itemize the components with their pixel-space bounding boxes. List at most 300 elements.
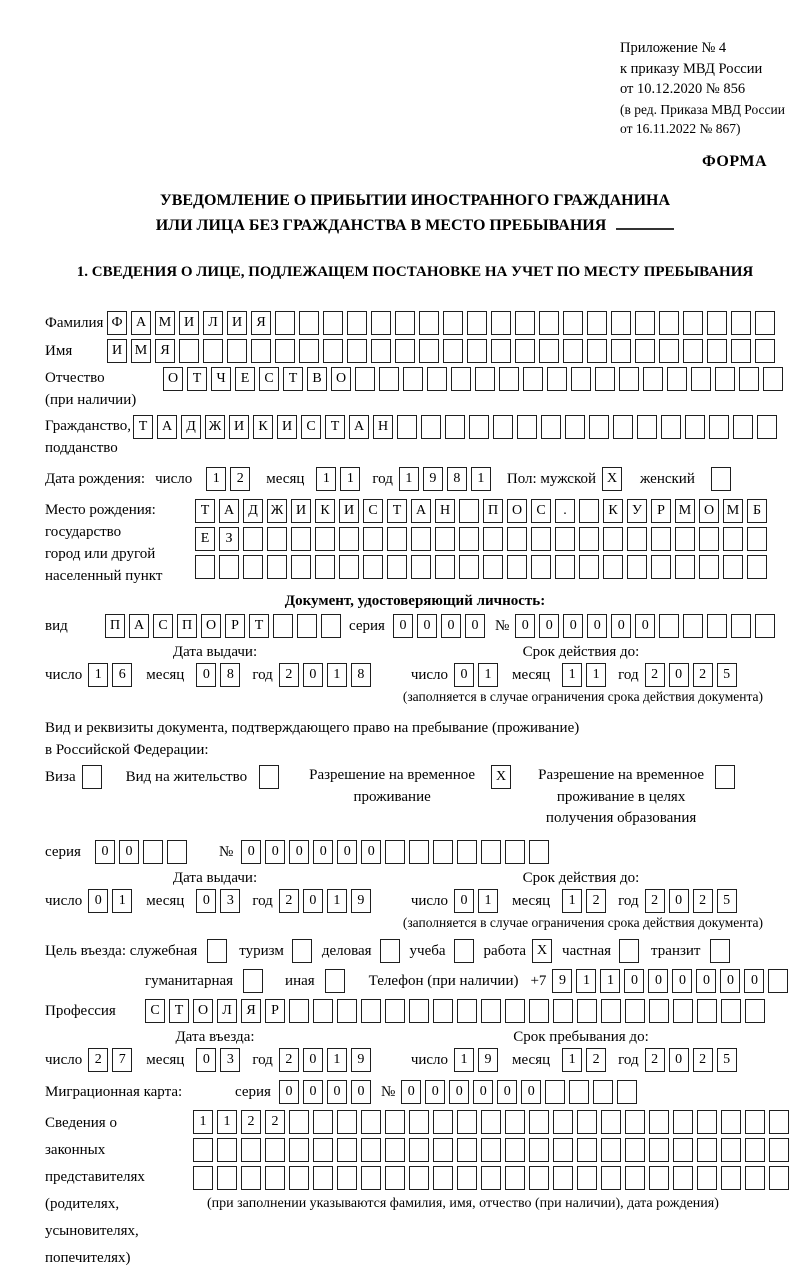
char-box[interactable]: [193, 1166, 213, 1190]
char-box[interactable]: 9: [423, 467, 443, 491]
char-box[interactable]: 2: [88, 1048, 108, 1072]
char-box[interactable]: 0: [563, 614, 583, 638]
char-box[interactable]: [577, 1166, 597, 1190]
char-box[interactable]: [529, 840, 549, 864]
char-box[interactable]: 0: [611, 614, 631, 638]
char-box[interactable]: [291, 555, 311, 579]
char-box[interactable]: [555, 555, 575, 579]
char-box[interactable]: А: [157, 415, 177, 439]
char-box[interactable]: [635, 311, 655, 335]
char-box[interactable]: [745, 1110, 765, 1134]
char-box[interactable]: X: [532, 939, 552, 963]
char-box[interactable]: [699, 527, 719, 551]
char-box[interactable]: [457, 1110, 477, 1134]
identity-issue-year[interactable]: [279, 663, 375, 687]
char-box[interactable]: [723, 527, 743, 551]
visa-checkbox[interactable]: [82, 765, 106, 789]
char-box[interactable]: [179, 339, 199, 363]
char-box[interactable]: Т: [133, 415, 153, 439]
char-box[interactable]: Д: [181, 415, 201, 439]
char-box[interactable]: Е: [235, 367, 255, 391]
char-box[interactable]: У: [627, 499, 647, 523]
char-box[interactable]: Ж: [205, 415, 225, 439]
char-box[interactable]: [337, 1110, 357, 1134]
doc-number-cells[interactable]: [515, 614, 779, 638]
doc-type-cells[interactable]: [105, 614, 345, 638]
char-box[interactable]: [385, 1166, 405, 1190]
char-box[interactable]: 1: [562, 889, 582, 913]
char-box[interactable]: [315, 555, 335, 579]
char-box[interactable]: К: [253, 415, 273, 439]
char-box[interactable]: 1: [600, 969, 620, 993]
char-box[interactable]: [745, 999, 765, 1023]
char-box[interactable]: [617, 1080, 637, 1104]
char-box[interactable]: 0: [303, 663, 323, 687]
char-box[interactable]: [409, 1166, 429, 1190]
char-box[interactable]: [553, 999, 573, 1023]
char-box[interactable]: 2: [279, 1048, 299, 1072]
migration-number-cells[interactable]: [401, 1080, 641, 1104]
birthplace-cells-row1[interactable]: [195, 499, 771, 523]
char-box[interactable]: 0: [241, 840, 261, 864]
char-box[interactable]: [457, 1138, 477, 1162]
char-box[interactable]: 8: [220, 663, 240, 687]
char-box[interactable]: [769, 1166, 789, 1190]
char-box[interactable]: 0: [327, 1080, 347, 1104]
char-box[interactable]: [251, 339, 271, 363]
char-box[interactable]: Т: [187, 367, 207, 391]
char-box[interactable]: П: [105, 614, 125, 638]
char-box[interactable]: [675, 555, 695, 579]
char-box[interactable]: [459, 499, 479, 523]
char-box[interactable]: Я: [241, 999, 261, 1023]
char-box[interactable]: [579, 499, 599, 523]
char-box[interactable]: [711, 467, 731, 491]
char-box[interactable]: [595, 367, 615, 391]
char-box[interactable]: А: [411, 499, 431, 523]
entry-year[interactable]: [279, 1048, 375, 1072]
char-box[interactable]: 1: [327, 889, 347, 913]
char-box[interactable]: [697, 1110, 717, 1134]
char-box[interactable]: Л: [217, 999, 237, 1023]
char-box[interactable]: Р: [651, 499, 671, 523]
char-box[interactable]: 1: [340, 467, 360, 491]
char-box[interactable]: [143, 840, 163, 864]
char-box[interactable]: [259, 765, 279, 789]
char-box[interactable]: [755, 614, 775, 638]
char-box[interactable]: 1: [478, 889, 498, 913]
char-box[interactable]: [337, 999, 357, 1023]
char-box[interactable]: [649, 999, 669, 1023]
char-box[interactable]: [289, 999, 309, 1023]
char-box[interactable]: 2: [279, 663, 299, 687]
char-box[interactable]: 2: [586, 1048, 606, 1072]
char-box[interactable]: [275, 339, 295, 363]
char-box[interactable]: [637, 415, 657, 439]
entry-day[interactable]: [88, 1048, 136, 1072]
char-box[interactable]: [707, 614, 727, 638]
char-box[interactable]: 9: [351, 1048, 371, 1072]
char-box[interactable]: [601, 1110, 621, 1134]
char-box[interactable]: [469, 415, 489, 439]
char-box[interactable]: М: [131, 339, 151, 363]
char-box[interactable]: [361, 1138, 381, 1162]
char-box[interactable]: [611, 311, 631, 335]
char-box[interactable]: [768, 969, 788, 993]
char-box[interactable]: 2: [279, 889, 299, 913]
char-box[interactable]: [627, 555, 647, 579]
identity-issue-month[interactable]: [196, 663, 244, 687]
char-box[interactable]: [547, 367, 567, 391]
char-box[interactable]: [659, 339, 679, 363]
char-box[interactable]: Ч: [211, 367, 231, 391]
char-box[interactable]: 1: [478, 663, 498, 687]
char-box[interactable]: А: [129, 614, 149, 638]
char-box[interactable]: [427, 367, 447, 391]
char-box[interactable]: [217, 1138, 237, 1162]
char-box[interactable]: [505, 999, 525, 1023]
char-box[interactable]: [577, 1138, 597, 1162]
char-box[interactable]: 0: [196, 663, 216, 687]
char-box[interactable]: [395, 339, 415, 363]
char-box[interactable]: [635, 339, 655, 363]
char-box[interactable]: [673, 1166, 693, 1190]
char-box[interactable]: [755, 339, 775, 363]
char-box[interactable]: [721, 1138, 741, 1162]
char-box[interactable]: О: [193, 999, 213, 1023]
char-box[interactable]: [611, 339, 631, 363]
char-box[interactable]: 0: [635, 614, 655, 638]
char-box[interactable]: [627, 527, 647, 551]
char-box[interactable]: 0: [313, 840, 333, 864]
study-checkbox[interactable]: [454, 939, 478, 963]
char-box[interactable]: 0: [361, 840, 381, 864]
char-box[interactable]: 1: [327, 1048, 347, 1072]
char-box[interactable]: [563, 339, 583, 363]
char-box[interactable]: [643, 367, 663, 391]
char-box[interactable]: [387, 555, 407, 579]
char-box[interactable]: С: [363, 499, 383, 523]
char-box[interactable]: [299, 339, 319, 363]
char-box[interactable]: [339, 527, 359, 551]
char-box[interactable]: М: [155, 311, 175, 335]
entry-month[interactable]: [196, 1048, 244, 1072]
char-box[interactable]: 7: [112, 1048, 132, 1072]
char-box[interactable]: 1: [193, 1110, 213, 1134]
char-box[interactable]: [553, 1110, 573, 1134]
purpose-official-checkbox[interactable]: [207, 939, 231, 963]
char-box[interactable]: [747, 527, 767, 551]
char-box[interactable]: [397, 415, 417, 439]
char-box[interactable]: И: [107, 339, 127, 363]
char-box[interactable]: 0: [669, 663, 689, 687]
char-box[interactable]: [601, 999, 621, 1023]
char-box[interactable]: [267, 555, 287, 579]
char-box[interactable]: 1: [327, 663, 347, 687]
phone-cells[interactable]: [552, 969, 792, 993]
char-box[interactable]: И: [227, 311, 247, 335]
char-box[interactable]: [619, 939, 639, 963]
char-box[interactable]: 2: [241, 1110, 261, 1134]
char-box[interactable]: 1: [562, 1048, 582, 1072]
char-box[interactable]: Ф: [107, 311, 127, 335]
char-box[interactable]: [683, 614, 703, 638]
char-box[interactable]: [267, 527, 287, 551]
surname-cells[interactable]: [107, 311, 779, 335]
char-box[interactable]: [409, 1138, 429, 1162]
char-box[interactable]: [217, 1166, 237, 1190]
char-box[interactable]: 1: [217, 1110, 237, 1134]
char-box[interactable]: [579, 555, 599, 579]
char-box[interactable]: 0: [279, 1080, 299, 1104]
char-box[interactable]: [325, 969, 345, 993]
char-box[interactable]: [363, 527, 383, 551]
char-box[interactable]: [569, 1080, 589, 1104]
char-box[interactable]: Р: [225, 614, 245, 638]
char-box[interactable]: [673, 1138, 693, 1162]
char-box[interactable]: 0: [672, 969, 692, 993]
char-box[interactable]: [721, 999, 741, 1023]
char-box[interactable]: [323, 311, 343, 335]
char-box[interactable]: 6: [112, 663, 132, 687]
char-box[interactable]: [731, 311, 751, 335]
other-checkbox[interactable]: [325, 969, 349, 993]
char-box[interactable]: [433, 999, 453, 1023]
char-box[interactable]: [409, 1110, 429, 1134]
char-box[interactable]: [313, 1110, 333, 1134]
char-box[interactable]: [243, 555, 263, 579]
char-box[interactable]: [529, 1166, 549, 1190]
char-box[interactable]: [673, 999, 693, 1023]
char-box[interactable]: П: [177, 614, 197, 638]
char-box[interactable]: [227, 339, 247, 363]
char-box[interactable]: [493, 415, 513, 439]
char-box[interactable]: [553, 1138, 573, 1162]
char-box[interactable]: [347, 311, 367, 335]
char-box[interactable]: А: [349, 415, 369, 439]
identity-valid-year[interactable]: [645, 663, 741, 687]
char-box[interactable]: [721, 1166, 741, 1190]
char-box[interactable]: [745, 1166, 765, 1190]
char-box[interactable]: 0: [720, 969, 740, 993]
char-box[interactable]: [505, 1110, 525, 1134]
char-box[interactable]: [297, 614, 317, 638]
char-box[interactable]: 0: [303, 1080, 323, 1104]
char-box[interactable]: [505, 840, 525, 864]
char-box[interactable]: Я: [251, 311, 271, 335]
char-box[interactable]: [697, 999, 717, 1023]
char-box[interactable]: [409, 840, 429, 864]
char-box[interactable]: [289, 1110, 309, 1134]
char-box[interactable]: 2: [693, 889, 713, 913]
char-box[interactable]: Д: [243, 499, 263, 523]
char-box[interactable]: 0: [669, 1048, 689, 1072]
char-box[interactable]: Е: [195, 527, 215, 551]
char-box[interactable]: [459, 555, 479, 579]
char-box[interactable]: [443, 311, 463, 335]
char-box[interactable]: [555, 527, 575, 551]
char-box[interactable]: [507, 555, 527, 579]
char-box[interactable]: 0: [196, 889, 216, 913]
char-box[interactable]: 0: [744, 969, 764, 993]
char-box[interactable]: [539, 339, 559, 363]
char-box[interactable]: [292, 939, 312, 963]
char-box[interactable]: [371, 311, 391, 335]
char-box[interactable]: [451, 367, 471, 391]
char-box[interactable]: [313, 1166, 333, 1190]
char-box[interactable]: [371, 339, 391, 363]
char-box[interactable]: [715, 367, 735, 391]
char-box[interactable]: [625, 1110, 645, 1134]
char-box[interactable]: [675, 527, 695, 551]
char-box[interactable]: 1: [316, 467, 336, 491]
permit-issue-month[interactable]: [196, 889, 244, 913]
char-box[interactable]: [747, 555, 767, 579]
char-box[interactable]: [625, 1138, 645, 1162]
char-box[interactable]: [363, 555, 383, 579]
char-box[interactable]: [433, 1166, 453, 1190]
char-box[interactable]: 3: [220, 889, 240, 913]
identity-issue-day[interactable]: [88, 663, 136, 687]
char-box[interactable]: А: [219, 499, 239, 523]
char-box[interactable]: [241, 1166, 261, 1190]
char-box[interactable]: [769, 1138, 789, 1162]
permit-valid-month[interactable]: [562, 889, 610, 913]
char-box[interactable]: [243, 969, 263, 993]
char-box[interactable]: [361, 1166, 381, 1190]
char-box[interactable]: [207, 939, 227, 963]
char-box[interactable]: Н: [373, 415, 393, 439]
char-box[interactable]: [195, 555, 215, 579]
char-box[interactable]: [315, 527, 335, 551]
stay-day[interactable]: [454, 1048, 502, 1072]
doc-series-cells[interactable]: [393, 614, 489, 638]
char-box[interactable]: [769, 1110, 789, 1134]
char-box[interactable]: [467, 339, 487, 363]
char-box[interactable]: [625, 999, 645, 1023]
char-box[interactable]: .: [555, 499, 575, 523]
char-box[interactable]: Л: [203, 311, 223, 335]
char-box[interactable]: 1: [562, 663, 582, 687]
char-box[interactable]: 9: [478, 1048, 498, 1072]
char-box[interactable]: [613, 415, 633, 439]
char-box[interactable]: [433, 1110, 453, 1134]
char-box[interactable]: [481, 999, 501, 1023]
char-box[interactable]: [715, 765, 735, 789]
char-box[interactable]: [667, 367, 687, 391]
char-box[interactable]: [313, 1138, 333, 1162]
char-box[interactable]: [491, 311, 511, 335]
char-box[interactable]: [347, 339, 367, 363]
birth-day-cells[interactable]: [206, 467, 254, 491]
char-box[interactable]: 2: [645, 889, 665, 913]
char-box[interactable]: [385, 1110, 405, 1134]
char-box[interactable]: [579, 527, 599, 551]
char-box[interactable]: [545, 1080, 565, 1104]
char-box[interactable]: [361, 999, 381, 1023]
birthplace-cells-row3[interactable]: [195, 555, 771, 579]
char-box[interactable]: 2: [693, 1048, 713, 1072]
char-box[interactable]: [409, 999, 429, 1023]
char-box[interactable]: 0: [119, 840, 139, 864]
char-box[interactable]: [379, 367, 399, 391]
char-box[interactable]: [517, 415, 537, 439]
char-box[interactable]: С: [145, 999, 165, 1023]
char-box[interactable]: [241, 1138, 261, 1162]
char-box[interactable]: 0: [88, 889, 108, 913]
char-box[interactable]: 0: [441, 614, 461, 638]
char-box[interactable]: Т: [195, 499, 215, 523]
char-box[interactable]: [619, 367, 639, 391]
char-box[interactable]: [603, 527, 623, 551]
identity-valid-day[interactable]: [454, 663, 502, 687]
transit-checkbox[interactable]: [710, 939, 734, 963]
char-box[interactable]: [565, 415, 585, 439]
char-box[interactable]: 1: [576, 969, 596, 993]
char-box[interactable]: 0: [265, 840, 285, 864]
temp-residence-checkbox[interactable]: [491, 765, 515, 789]
char-box[interactable]: [659, 614, 679, 638]
char-box[interactable]: [707, 339, 727, 363]
representatives-cells-row1[interactable]: [193, 1110, 793, 1134]
char-box[interactable]: [539, 311, 559, 335]
char-box[interactable]: С: [259, 367, 279, 391]
char-box[interactable]: [433, 1138, 453, 1162]
char-box[interactable]: 8: [447, 467, 467, 491]
char-box[interactable]: 0: [696, 969, 716, 993]
char-box[interactable]: [433, 840, 453, 864]
char-box[interactable]: 0: [624, 969, 644, 993]
birth-month-cells[interactable]: [316, 467, 364, 491]
char-box[interactable]: 0: [95, 840, 115, 864]
char-box[interactable]: В: [307, 367, 327, 391]
char-box[interactable]: 1: [454, 1048, 474, 1072]
char-box[interactable]: [763, 367, 783, 391]
char-box[interactable]: 9: [552, 969, 572, 993]
char-box[interactable]: [731, 339, 751, 363]
char-box[interactable]: 0: [417, 614, 437, 638]
char-box[interactable]: [419, 339, 439, 363]
char-box[interactable]: [733, 415, 753, 439]
char-box[interactable]: [731, 614, 751, 638]
permit-valid-year[interactable]: [645, 889, 741, 913]
char-box[interactable]: 9: [351, 889, 371, 913]
char-box[interactable]: [467, 311, 487, 335]
char-box[interactable]: 0: [669, 889, 689, 913]
char-box[interactable]: [445, 415, 465, 439]
char-box[interactable]: [323, 339, 343, 363]
char-box[interactable]: [541, 415, 561, 439]
char-box[interactable]: Т: [169, 999, 189, 1023]
char-box[interactable]: И: [277, 415, 297, 439]
citizenship-cells[interactable]: [133, 415, 781, 439]
char-box[interactable]: Т: [249, 614, 269, 638]
business-checkbox[interactable]: [380, 939, 404, 963]
char-box[interactable]: О: [699, 499, 719, 523]
char-box[interactable]: З: [219, 527, 239, 551]
char-box[interactable]: [505, 1166, 525, 1190]
char-box[interactable]: [275, 311, 295, 335]
char-box[interactable]: 0: [449, 1080, 469, 1104]
name-cells[interactable]: [107, 339, 779, 363]
char-box[interactable]: С: [153, 614, 173, 638]
char-box[interactable]: 0: [454, 663, 474, 687]
char-box[interactable]: [515, 311, 535, 335]
char-box[interactable]: [361, 1110, 381, 1134]
char-box[interactable]: [649, 1110, 669, 1134]
char-box[interactable]: 0: [515, 614, 535, 638]
char-box[interactable]: [443, 339, 463, 363]
